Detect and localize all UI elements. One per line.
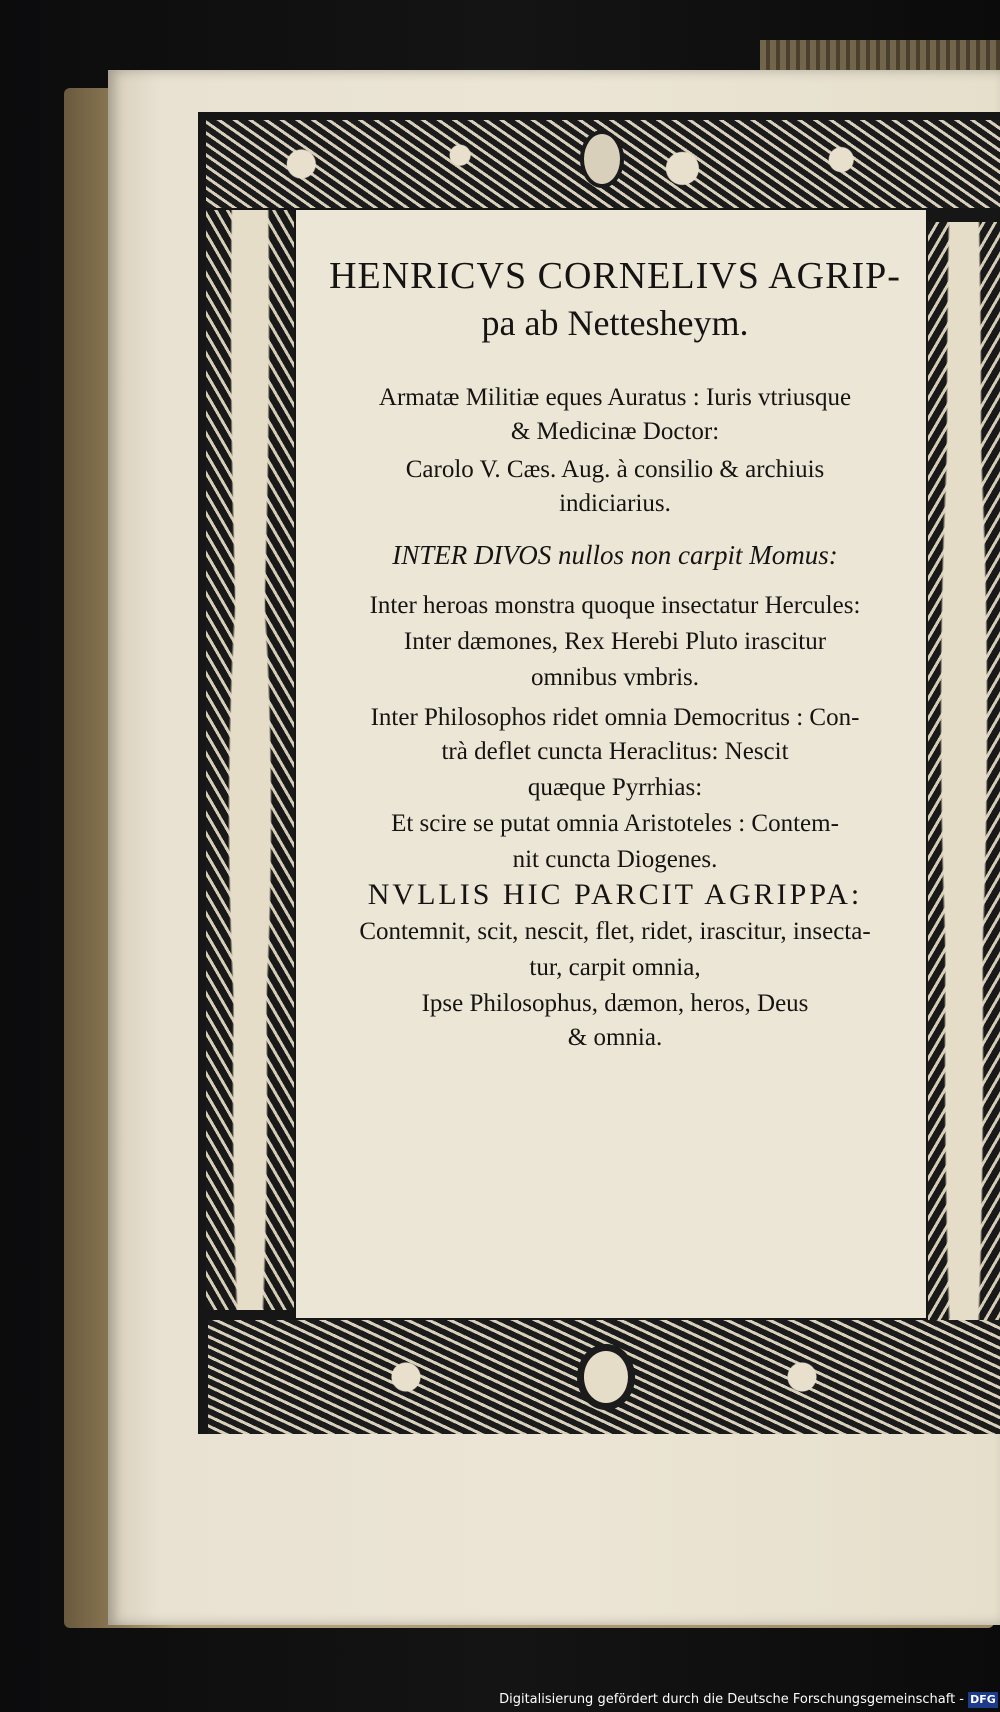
ornament-border-right [928, 222, 1000, 1320]
text-line: Armatæ Militiæ eques Auratus : Iuris vtriusque [378, 384, 852, 411]
title-line-1: HENRICVS CORNELIVS AGRIP- [329, 255, 901, 297]
dfg-logo: DFG [968, 1692, 998, 1708]
title-line-2: pa ab Nettesheym. [481, 303, 749, 343]
text-line: nit cuncta Diogenes. [512, 846, 718, 873]
text-line: INTER DIVOS nullos non carpit Momus: [392, 540, 838, 570]
text-line: Contemnit, scit, nescit, flet, ridet, irascitur, insecta- [359, 918, 871, 945]
footer-bar [499, 1690, 1000, 1712]
text-line: NVLLIS HIC PARCIT AGRIPPA: [367, 878, 863, 911]
text-line: Et scire se putat omnia Aristoteles : Contem- [391, 810, 839, 837]
text-line: tur, carpit omnia, [529, 954, 701, 981]
text-line: Carolo V. Cæs. Aug. à consilio & archiuis [405, 456, 825, 483]
footer-credit: Digitalisierung gefördert durch die Deutsche Forschungsgemeinschaft - [499, 1692, 964, 1707]
text-line: trà deflet cuncta Heraclitus: Nescit [441, 738, 789, 765]
text-line: Inter Philosophos ridet omnia Democritus : Con- [370, 704, 860, 731]
text-line: Ipse Philosophus, dæmon, heros, Deus [421, 990, 809, 1017]
ornament-face [580, 130, 624, 188]
text-line: indiciarius. [559, 490, 671, 517]
text-line: Inter heroas monstra quoque insectatur Hercules: [369, 592, 861, 619]
ornament-border-left [206, 210, 294, 1310]
text-line: omnibus vmbris. [530, 664, 700, 691]
ornament-medallion [577, 1344, 635, 1410]
text-line: & omnia. [567, 1024, 663, 1051]
text-line: Inter dæmones, Rex Herebi Pluto irascitur [403, 628, 827, 655]
text-line: quæque Pyrrhias: [527, 774, 703, 801]
text-line: & Medicinæ Doctor: [510, 418, 720, 445]
